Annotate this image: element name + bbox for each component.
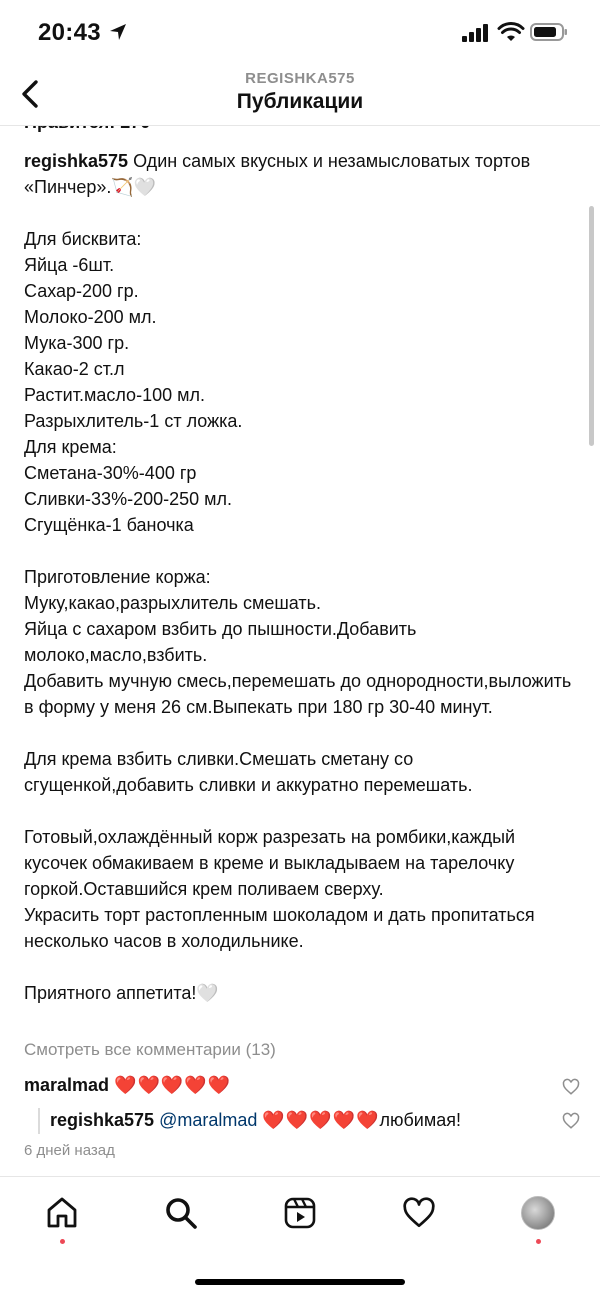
tab-activity[interactable] <box>399 1193 439 1233</box>
comment-text: ❤️❤️❤️❤️❤️ <box>114 1075 232 1095</box>
post-content <box>0 126 600 1176</box>
battery-icon <box>530 22 568 42</box>
status-time: 20:43 <box>38 19 101 46</box>
reply-username[interactable]: regishka575 <box>50 1110 155 1130</box>
page-title: Публикации <box>236 90 364 113</box>
post-timestamp: 6 дней назад <box>24 1142 115 1159</box>
tab-reels[interactable] <box>280 1193 320 1233</box>
reply-like-icon[interactable] <box>562 1112 580 1130</box>
caption-text: Один самых вкусных и незамысловатых тортов «Пинчер».🏹🤍 Для бисквита: Яйца -6шт. Сахар-200 гр. Молоко-200 мл. Мука-300 гр. Какао-2 ст.л Растит.масло-100 мл. Разрыхлитель-1 ст ложка. Для крема: Сметана-30%-400 гр Сливки-33%-200-250 мл. Сгущёнка-1 баночка Приготовление коржа: Муку,какао,разрыхлитель смешать. Яйца с сахаром взбить до пышности.Добавить молоко,масло,взбить. Добавить мучную смесь,перемешать до однородности,выложить в форму у меня 26 см.Выпекать при 180 гр 30-40 минут. Для крема взбить сливки.Смешать сметану со сгущенкой,добавить сливки и аккуратно перемешать. Готовый,охлаждённый корж разрезать на ромбики,каждый кусочек обмакиваем в креме и выкладываем на тарелочку горкой.Оставшийся крем поливаем сверху. Украсить торт растопленным шоколадом и дать пропитаться несколько часов в холодильнике. Приятного аппетита!🤍 <box>24 151 572 1003</box>
post-caption <box>24 148 580 1006</box>
home-indicator[interactable] <box>195 1279 405 1285</box>
tab-search[interactable] <box>161 1193 201 1233</box>
avatar <box>521 1196 555 1230</box>
search-icon <box>164 1196 198 1230</box>
comment-like-icon[interactable] <box>562 1078 580 1096</box>
tab-home[interactable] <box>42 1193 82 1233</box>
reply-hearts: ❤️❤️❤️❤️❤️ <box>262 1110 380 1130</box>
status-bar <box>0 0 600 62</box>
wifi-icon <box>498 22 524 42</box>
bottom-tab-bar <box>0 1176 600 1295</box>
home-notification-dot <box>60 1239 65 1244</box>
comment-item <box>24 1073 564 1097</box>
location-arrow-icon <box>108 22 128 42</box>
scrollbar[interactable] <box>589 206 594 446</box>
comment-username[interactable]: maralmad <box>24 1075 110 1095</box>
cellular-signal-icon <box>462 24 490 42</box>
tab-profile[interactable] <box>518 1193 558 1233</box>
view-all-comments-link[interactable]: Смотреть все комментарии (13) <box>24 1040 276 1059</box>
reply-indent-bar <box>38 1108 40 1134</box>
reply-mention[interactable]: @maralmad <box>159 1110 258 1130</box>
profile-notification-dot <box>536 1239 541 1244</box>
reply-item <box>50 1108 560 1132</box>
reels-icon <box>283 1196 317 1230</box>
caption-author[interactable]: regishka575 <box>24 151 129 171</box>
home-icon <box>45 1196 79 1230</box>
nav-header <box>0 62 600 126</box>
profile-username: REGISHKA575 <box>245 70 355 87</box>
heart-icon <box>402 1196 436 1230</box>
reply-text: любимая! <box>379 1110 461 1130</box>
